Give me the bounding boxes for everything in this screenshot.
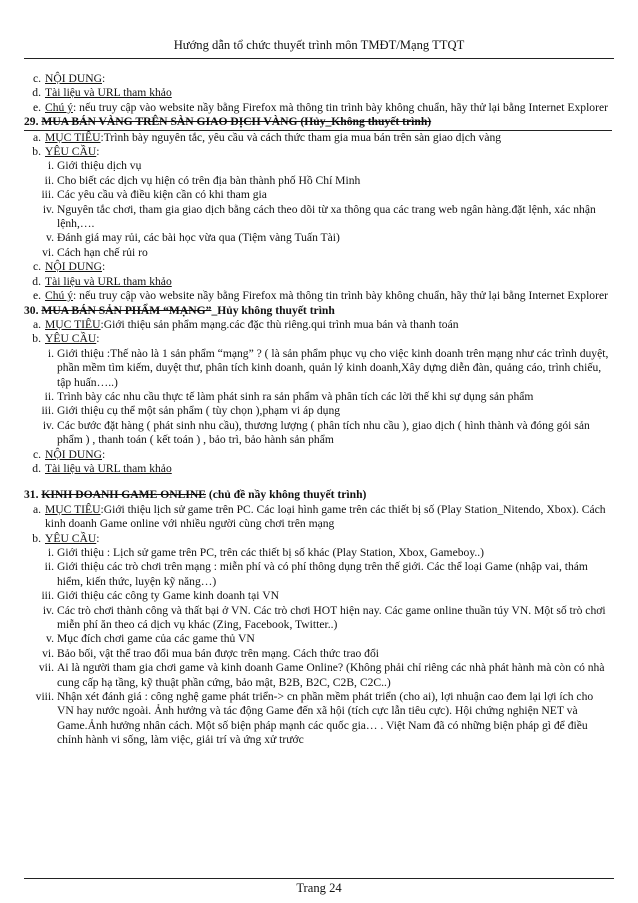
- spacer: [24, 476, 612, 488]
- list-item: c. NỘI DUNG:: [32, 260, 106, 274]
- section-heading: 30. MUA BÁN SẢN PHẨM “MẠNG”_Hủy không thuyết trình: [24, 303, 335, 317]
- note-label: Chú ý: [45, 100, 74, 114]
- section-heading: 29. MUA BÁN VÀNG TRÊN SÀN GIAO DỊCH VÀNG (Hủy_Không thuyết trình): [24, 115, 612, 130]
- sub-item: iv. Nguyên tắc chơi, tham gia giao dịch bằng cách theo dõi từ xa thông qua các trang web ngân hàng.đặt lệnh, xác nhận lệnh,….: [42, 202, 596, 231]
- list-item: d. Tài liệu và URL tham khảo: [32, 461, 172, 475]
- header-title: Hướng dẫn tổ chức thuyết trình môn TMĐT/Mạng TTQT: [173, 38, 465, 52]
- sub-item: iii. Giới thiệu cụ thể một sản phẩm ( tùy chọn ),phạm vi áp dụng: [41, 404, 341, 418]
- sub-item: vi. Cách hạn chế rủi ro: [42, 245, 148, 259]
- sub-item: vi. Bảo bối, vật thể trao đổi mua bán được trên mạng. Cách thức trao đổi: [42, 646, 379, 660]
- sub-item: iv. Các bước đặt hàng ( phát sinh nhu cầu), thương lượng ( phân tích nhu cầu ), giao dịch ( hình thành và đóng gói sản phẩm ) , thanh toán ( kết toán ) , bảo trì, bảo hành sản phẩm: [42, 418, 590, 447]
- sub-item: i. Giới thiệu : Lịch sử game trên PC, trên các thiết bị số khác (Play Station, Xbox, Gameboy..): [47, 546, 485, 559]
- list-item: d. Tài liệu và URL tham khảo: [32, 274, 172, 288]
- list-item: c. NỘI DUNG:: [32, 72, 106, 85]
- sub-item: vii. Ai là người tham gia chơi game và kinh doanh Game Online? (Không phải chỉ riêng các nhà phát hành mà còn có nhà cung cấp hạ tầng, kỹ thuật phần cứng, bảo mật, B2B, B2C, C2B, C2C..): [38, 661, 605, 689]
- sub-item: ii. Giới thiệu các trò chơi trên mạng : miễn phí và có phí thông dụng trên thế giới. Các thể loại Game (nhập vai, thám hiểm, kiến thức, luyện kỹ năng…): [44, 560, 588, 588]
- list-item: b. YÊU CẦU:: [32, 145, 100, 159]
- page-content: [24, 72, 612, 748]
- sub-item: i. Giới thiệu dịch vụ: [47, 159, 142, 173]
- sub-item: iii. Giới thiệu các công ty Game kinh doanh tại VN: [41, 589, 279, 603]
- sub-item: ii. Cho biết các dịch vụ hiện có trên địa bàn thành phố Hồ Chí Minh: [44, 173, 361, 187]
- list-item: e. Chú ý: nếu truy cập vào website nầy bằng Firefox mà thông tin trình bày không chuẩn, hãy thử lại bằng Internet Explorer: [32, 100, 608, 114]
- sub-item: i. Giới thiệu :Thế nào là 1 sản phẩm “mạng” ? ( là sản phẩm phục vụ cho việc kinh doanh trên mạng như các trình duyệt, phần mềm tìm kiếm, duyệt thư, phân tích kinh doanh, quản lý kinh doanh,Xây dựng diễn đàn, quảng cáo, trình chiếu, tập huấn…..): [47, 346, 609, 389]
- item-label: NỘI DUNG: [45, 72, 102, 85]
- list-item: b. YÊU CẦU:: [32, 332, 100, 346]
- sub-item: iv. Các trò chơi thành công và thất bại ở VN. Các trò chơi HOT hiện nay. Các game online thuần túy VN. Một số trò chơi miễn phí ăn theo cá dịch vụ khác (Zing, Facebook, Twitter..): [42, 603, 606, 632]
- list-item: b. YÊU CẦU:: [32, 531, 100, 545]
- list-item: a. MỤC TIÊU:Giới thiệu lịch sử game trên PC. Các loại hình game trên các thiết bị số (Play Station_Nitendo, Xbox). Cách kinh doanh Game online với nhiều người cùng chơi trên mạng: [32, 502, 606, 531]
- sub-item: ii. Trình bày các nhu cầu thực tế làm phát sinh ra sản phẩm và phân tích các lời thế khi sự dụng sản phẩm: [44, 389, 534, 403]
- page-header: [24, 0, 614, 59]
- references-label: Tài liệu và URL tham khảo: [45, 86, 172, 100]
- list-item: c. NỘI DUNG:: [32, 447, 106, 461]
- section-heading: 31. KINH DOANH GAME ONLINE (chủ đề nầy không thuyết trình): [24, 488, 367, 502]
- list-item: a. MỤC TIÊU:Giới thiệu sản phẩm mạng.các đặc thù riêng.qui trình mua bán và thanh toán: [32, 317, 459, 331]
- list-item: a. MỤC TIÊU:Trình bày nguyên tắc, yêu cầu và cách thức tham gia mua bán trên sàn giao dịch vàng: [32, 130, 502, 144]
- list-item: e. Chú ý: nếu truy cập vào website nầy bằng Firefox mà thông tin trình bày không chuẩn, hãy thử lại bằng Internet Explorer: [32, 289, 608, 303]
- sub-item: iii. Các yêu cầu và điều kiện cần có khi tham gia: [41, 188, 267, 202]
- sub-item: viii. Nhận xét đánh giá : công nghệ game phát triển-> cn phần mềm phát triển (cho ai), lợi nhuận cao đem lại lợi ích cho VN hay nước ngoài. Ảnh hưởng và tác động Game đến xã hội (tích cực lẫn tiêu cực). Hội chứng nghiện NET và Game.Ảnh hưởng nhân cách. Một số biện pháp mạnh các quốc gia… . Việt Nam đã có những biện pháp gì để điều chỉnh hành vi sống, làm việc, giải trí và ứng xử trước: [35, 690, 594, 747]
- list-item: d. Tài liệu và URL tham khảo: [32, 86, 172, 100]
- page-footer: [24, 878, 614, 896]
- sub-item: v. Đánh giá may rủi, các bài học vừa qua (Tiệm vàng Tuấn Tài): [46, 231, 340, 245]
- page-number: Trang 24: [296, 881, 342, 895]
- sub-item: v. Mục đích chơi game của các game thủ VN: [46, 632, 255, 646]
